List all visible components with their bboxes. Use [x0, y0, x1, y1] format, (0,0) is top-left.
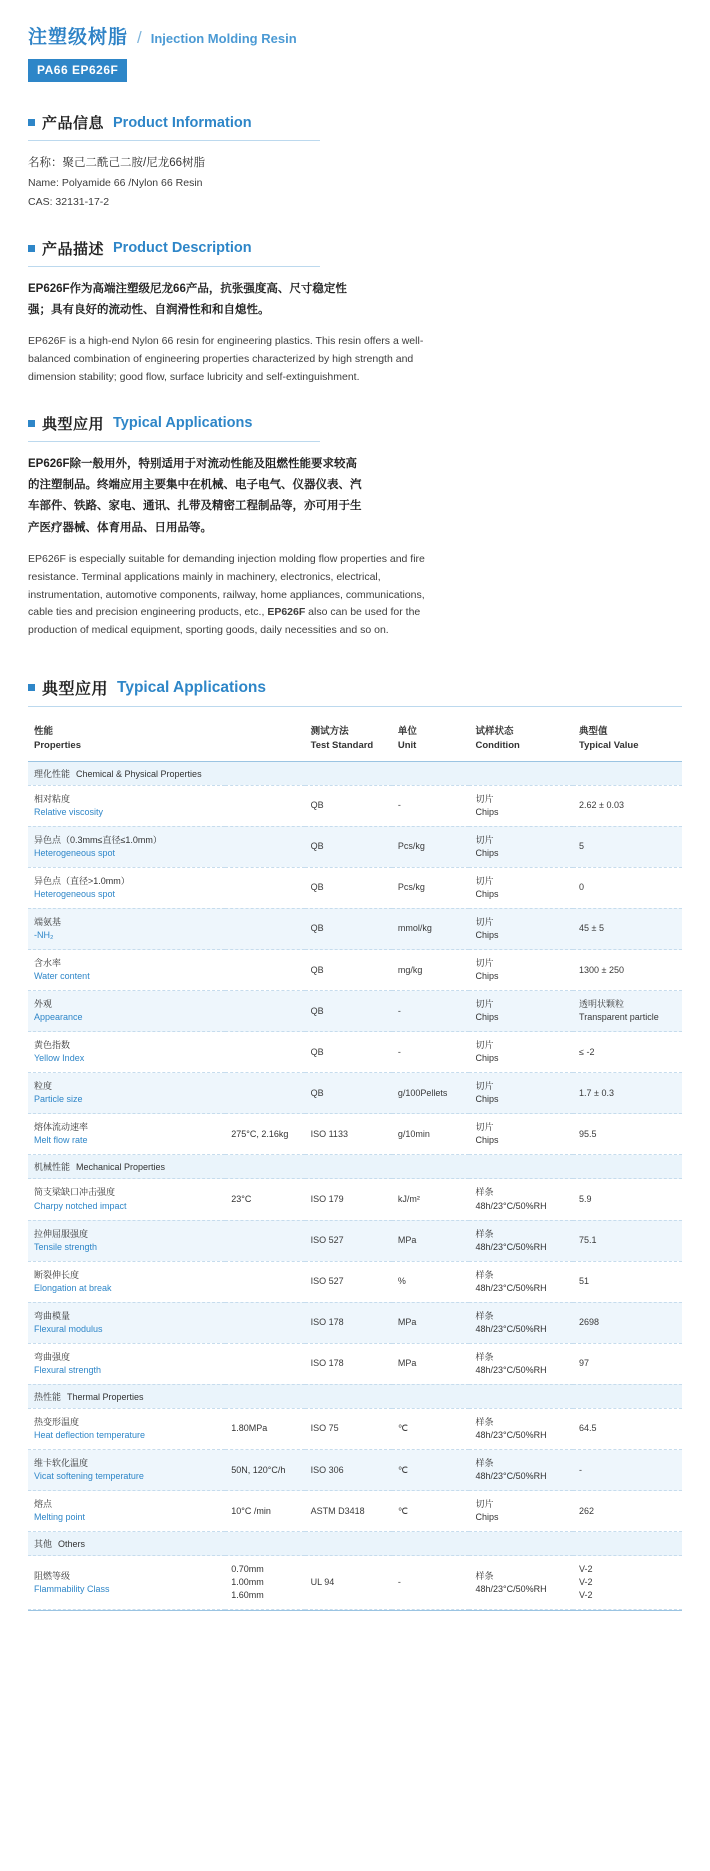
- cell-condition: [469, 1343, 573, 1384]
- cell-test-condition: 275°C, 2.16kg: [225, 1114, 304, 1155]
- table-group-row: [28, 761, 682, 785]
- cell-test-condition: [225, 1302, 304, 1343]
- cell-unit: -: [392, 1032, 470, 1073]
- cell-property-name: [28, 1179, 225, 1220]
- group-label-en: Mechanical Properties: [76, 1162, 166, 1173]
- th-unit-en: Unit: [397, 739, 417, 751]
- cell-test-condition: [225, 908, 304, 949]
- property-name-cn: 外观: [34, 999, 53, 1010]
- cell-property-name: [28, 908, 225, 949]
- cell-typical-value: 2698: [573, 1302, 682, 1343]
- table-row: [28, 785, 682, 826]
- properties-table-wrapper: [28, 719, 682, 1611]
- cell-test-standard: QB: [305, 1032, 392, 1073]
- cell-test-condition: [225, 867, 304, 908]
- section-title-cn: 产品描述: [42, 240, 105, 258]
- section-heading: [28, 676, 682, 704]
- table-row: [28, 826, 682, 867]
- property-name-en: -NH₂: [34, 929, 54, 940]
- table-group-label: [28, 1155, 682, 1179]
- page-title: [28, 22, 682, 49]
- cell-condition: [469, 1114, 573, 1155]
- cell-typical-value: 1300 ± 250: [573, 950, 682, 991]
- cell-property-name: [28, 826, 225, 867]
- cell-condition: [469, 1032, 573, 1073]
- table-row: [28, 908, 682, 949]
- property-name-cn: 相对粘度: [34, 793, 71, 804]
- cell-test-standard: QB: [305, 908, 392, 949]
- cell-condition: [469, 826, 573, 867]
- cell-property-name: [28, 1261, 225, 1302]
- group-label-cn: 理化性能: [34, 768, 71, 779]
- cell-test-standard: ISO 179: [305, 1179, 392, 1220]
- cell-condition: [469, 1491, 573, 1532]
- table-row: [28, 950, 682, 991]
- property-name-en: Heterogeneous spot: [34, 847, 116, 858]
- square-bullet-icon: [28, 119, 35, 126]
- cell-property-name: [28, 867, 225, 908]
- cell-property-name: [28, 1220, 225, 1261]
- property-name-en: Appearance: [34, 1012, 83, 1023]
- cell-test-condition: [225, 950, 304, 991]
- cell-test-standard: QB: [305, 867, 392, 908]
- section-properties-table: [28, 676, 682, 1611]
- table-row: [28, 1114, 682, 1155]
- table-row: [28, 1073, 682, 1114]
- condition-en: Chips: [475, 1135, 499, 1146]
- page-title-en: Injection Molding Resin: [150, 31, 297, 46]
- cell-unit: MPa: [392, 1220, 470, 1261]
- section-title-en: Typical Applications: [113, 415, 253, 432]
- th-typical-value: [573, 719, 682, 761]
- condition-cn: 样条: [475, 1458, 494, 1469]
- section-divider: [28, 266, 320, 267]
- table-row: [28, 1556, 682, 1610]
- condition-en: 48h/23°C/50%RH: [475, 1364, 547, 1375]
- table-row: [28, 1220, 682, 1261]
- cell-test-standard: ISO 1133: [305, 1114, 392, 1155]
- cell-unit: ℃: [392, 1450, 470, 1491]
- th-condition-param: [225, 719, 304, 761]
- cell-unit: mmol/kg: [392, 908, 470, 949]
- cell-condition: [469, 1261, 573, 1302]
- square-bullet-icon: [28, 420, 35, 427]
- table-row: [28, 1408, 682, 1449]
- cell-property-name: [28, 785, 225, 826]
- cell-condition: [469, 1408, 573, 1449]
- section-heading: [28, 413, 682, 439]
- table-body: [28, 761, 682, 1610]
- property-name-en: Vicat softening temperature: [34, 1471, 144, 1482]
- cell-property-name: [28, 1450, 225, 1491]
- cell-test-condition: 1.80MPa: [225, 1408, 304, 1449]
- cell-property-name: [28, 1491, 225, 1532]
- cell-test-condition: [225, 991, 304, 1032]
- cell-unit: MPa: [392, 1343, 470, 1384]
- description-paragraph-cn: EP626F作为高端注塑级尼龙66产品，抗张强度高、尺寸稳定性强；具有良好的流动性、自润滑性和和自熄性。: [28, 282, 347, 317]
- cell-typical-value: V-2 V-2 V-2: [573, 1556, 682, 1610]
- square-bullet-icon: [28, 245, 35, 252]
- cell-condition: [469, 867, 573, 908]
- cell-property-name: [28, 1032, 225, 1073]
- cell-property-name: [28, 1408, 225, 1449]
- cell-test-standard: QB: [305, 785, 392, 826]
- group-label-cn: 机械性能: [34, 1162, 71, 1173]
- section-title-cn: 典型应用: [42, 415, 105, 433]
- condition-en: 48h/23°C/50%RH: [475, 1200, 547, 1211]
- cell-test-standard: UL 94: [305, 1556, 392, 1610]
- group-label-en: Others: [58, 1539, 86, 1550]
- condition-cn: 切片: [475, 875, 494, 886]
- property-name-en: Tensile strength: [34, 1241, 98, 1252]
- property-name-en: Heterogeneous spot: [34, 888, 116, 899]
- th-condition-en: Condition: [475, 739, 520, 751]
- title-separator: /: [137, 28, 142, 47]
- section-product-information: [28, 112, 682, 212]
- condition-cn: 样条: [475, 1570, 494, 1581]
- condition-cn: 切片: [475, 916, 494, 927]
- group-label-en: Chemical & Physical Properties: [76, 768, 202, 779]
- product-cas: CAS: 32131-17-2: [28, 196, 110, 209]
- cell-typical-value: 5: [573, 826, 682, 867]
- cell-typical-value: 0: [573, 867, 682, 908]
- table-row: [28, 1032, 682, 1073]
- property-name-cn: 拉伸屈服强度: [34, 1228, 89, 1239]
- condition-en: Chips: [475, 1094, 499, 1105]
- properties-table: [28, 719, 682, 1610]
- property-name-cn: 端氨基: [34, 916, 62, 927]
- section-heading: [28, 112, 682, 138]
- table-row: [28, 1491, 682, 1532]
- section-heading: [28, 238, 682, 264]
- th-unit-cn: 单位: [397, 726, 417, 738]
- property-name-cn: 弯曲强度: [34, 1351, 71, 1362]
- property-name-en: Relative viscosity: [34, 806, 104, 817]
- cell-unit: mg/kg: [392, 950, 470, 991]
- cell-typical-value: 透明状颗粒 Transparent particle: [573, 991, 682, 1032]
- cell-test-condition: 0.70mm 1.00mm 1.60mm: [225, 1556, 304, 1610]
- square-bullet-icon: [28, 684, 35, 691]
- cell-test-standard: ASTM D3418: [305, 1491, 392, 1532]
- condition-en: Chips: [475, 1512, 499, 1523]
- cell-test-standard: ISO 178: [305, 1343, 392, 1384]
- condition-en: Chips: [475, 1012, 499, 1023]
- property-name-en: Flexural modulus: [34, 1323, 103, 1334]
- cell-unit: ℃: [392, 1491, 470, 1532]
- property-name-cn: 粒度: [34, 1081, 53, 1092]
- th-test-standard-en: Test Standard: [310, 739, 374, 751]
- cell-test-condition: 23°C: [225, 1179, 304, 1220]
- cell-unit: MPa: [392, 1302, 470, 1343]
- cell-condition: [469, 908, 573, 949]
- th-condition-cn: 试样状态: [475, 726, 514, 738]
- cell-condition: [469, 1073, 573, 1114]
- cell-typical-value: 5.9: [573, 1179, 682, 1220]
- cell-unit: kJ/m²: [392, 1179, 470, 1220]
- cell-condition: [469, 991, 573, 1032]
- section-divider: [28, 706, 682, 707]
- section-product-description: [28, 238, 682, 387]
- cell-property-name: [28, 1302, 225, 1343]
- cell-test-standard: ISO 527: [305, 1220, 392, 1261]
- property-name-cn: 含水率: [34, 958, 62, 968]
- table-row: [28, 867, 682, 908]
- cell-typical-value: 51: [573, 1261, 682, 1302]
- condition-cn: 切片: [475, 793, 494, 804]
- cell-property-name: [28, 950, 225, 991]
- applications-paragraph-en: [28, 551, 428, 640]
- cell-test-condition: [225, 1032, 304, 1073]
- condition-en: Chips: [475, 929, 499, 940]
- property-name-cn: 阻燃等级: [34, 1570, 71, 1581]
- group-label-cn: 其他: [34, 1539, 53, 1550]
- cell-typical-value: ≤ -2: [573, 1032, 682, 1073]
- condition-en: 48h/23°C/50%RH: [475, 1241, 547, 1252]
- cell-unit: Pcs/kg: [392, 826, 470, 867]
- table-row: [28, 1450, 682, 1491]
- cell-test-condition: [225, 1343, 304, 1384]
- table-group-row: [28, 1155, 682, 1179]
- condition-cn: 切片: [475, 1499, 494, 1510]
- condition-cn: 切片: [475, 1040, 494, 1051]
- cell-test-condition: [225, 826, 304, 867]
- table-header-row: [28, 719, 682, 761]
- property-name-cn: 熔点: [34, 1499, 53, 1510]
- cell-typical-value: 2.62 ± 0.03: [573, 785, 682, 826]
- cell-test-standard: QB: [305, 950, 392, 991]
- grade-badge: PA66 EP626F: [28, 59, 127, 82]
- th-test-standard-cn: 测试方法: [310, 726, 349, 738]
- condition-en: Chips: [475, 888, 499, 899]
- condition-cn: 切片: [475, 1081, 494, 1092]
- th-properties: [28, 719, 225, 761]
- th-unit: [392, 719, 470, 761]
- section-title-cn: 产品信息: [42, 115, 105, 132]
- cell-condition: [469, 1450, 573, 1491]
- cell-typical-value: -: [573, 1450, 682, 1491]
- applications-paragraph-cn: EP626F除一般用外，特别适用于对流动性能及阻燃性能要求较高的注塑制品。终端应用主要集中在机械、电子电气、仪器仪表、汽车部件、铁路、家电、通讯、扎带及精密工程制品等，亦可用于生产医疗器械、体育用品、日用品等。: [28, 457, 362, 534]
- cell-typical-value: 97: [573, 1343, 682, 1384]
- product-name-en: Name: Polyamide 66 /Nylon 66 Resin: [28, 177, 203, 190]
- condition-cn: 切片: [475, 1122, 494, 1133]
- section-divider: [28, 140, 320, 141]
- cell-typical-value: 75.1: [573, 1220, 682, 1261]
- group-label-cn: 热性能: [34, 1391, 62, 1402]
- cell-condition: [469, 1179, 573, 1220]
- table-group-label: [28, 1384, 682, 1408]
- property-name-en: Flammability Class: [34, 1583, 110, 1594]
- condition-cn: 切片: [475, 834, 494, 845]
- cell-test-standard: QB: [305, 1073, 392, 1114]
- cell-property-name: [28, 1073, 225, 1114]
- cell-condition: [469, 950, 573, 991]
- table-group-label: [28, 1532, 682, 1556]
- cell-test-condition: 10°C /min: [225, 1491, 304, 1532]
- th-test-standard: [305, 719, 392, 761]
- section-title-en: Typical Applications: [117, 678, 267, 696]
- property-name-en: Flexural strength: [34, 1364, 102, 1375]
- th-typical-value-en: Typical Value: [579, 739, 639, 751]
- table-row: [28, 991, 682, 1032]
- cell-typical-value: 262: [573, 1491, 682, 1532]
- cell-unit: -: [392, 1556, 470, 1610]
- cell-test-condition: [225, 1073, 304, 1114]
- condition-cn: 切片: [475, 958, 494, 968]
- condition-en: 48h/23°C/50%RH: [475, 1282, 547, 1293]
- property-name-cn: 热变形温度: [34, 1416, 80, 1427]
- table-row: [28, 1179, 682, 1220]
- cell-unit: %: [392, 1261, 470, 1302]
- page-title-cn: 注塑级树脂: [28, 27, 129, 48]
- property-name-en: Water content: [34, 971, 90, 982]
- cell-property-name: [28, 991, 225, 1032]
- th-properties-cn: 性能: [34, 726, 54, 738]
- cell-test-condition: 50N, 120°C/h: [225, 1450, 304, 1491]
- applications-en-part1: EP626F is especially suitable for demanding injection molding flow properties and fire resistance. Terminal applications mainly in machinery, electronics, electrical, instrumentation, automotive components, railway, home appliances, communications, cable ties and precision engineering products, etc.,: [28, 552, 425, 619]
- condition-en: 48h/23°C/50%RH: [475, 1429, 547, 1440]
- condition-cn: 样条: [475, 1187, 494, 1198]
- cell-test-standard: QB: [305, 991, 392, 1032]
- table-row: [28, 1343, 682, 1384]
- cell-property-name: [28, 1556, 225, 1610]
- cell-test-standard: ISO 306: [305, 1450, 392, 1491]
- cell-unit: -: [392, 785, 470, 826]
- condition-en: Chips: [475, 971, 499, 982]
- cell-condition: [469, 1302, 573, 1343]
- cell-unit: ℃: [392, 1408, 470, 1449]
- table-group-row: [28, 1532, 682, 1556]
- cell-unit: -: [392, 991, 470, 1032]
- condition-cn: 样条: [475, 1228, 494, 1239]
- property-name-cn: 断裂伸长度: [34, 1269, 80, 1280]
- cell-test-standard: QB: [305, 826, 392, 867]
- cell-condition: [469, 1220, 573, 1261]
- section-divider: [28, 441, 320, 442]
- cell-typical-value: 1.7 ± 0.3: [573, 1073, 682, 1114]
- product-info-list: [28, 153, 682, 212]
- table-row: [28, 1302, 682, 1343]
- section-typical-applications: [28, 413, 682, 640]
- group-label-en: Thermal Properties: [67, 1391, 144, 1402]
- section-title-en: Product Information: [113, 114, 252, 131]
- property-name-en: Heat deflection temperature: [34, 1429, 146, 1440]
- condition-cn: 样条: [475, 1310, 494, 1321]
- description-paragraph-en: EP626F is a high-end Nylon 66 resin for engineering plastics. This resin offers a well-balanced combination of engineering properties characterized by high strength and dimension stability; good flow, surface lubricity and self-extinguishment.: [28, 335, 424, 383]
- condition-cn: 切片: [475, 999, 494, 1010]
- property-name-cn: 异色点（0.3mm≤直径≤1.0mm）: [34, 834, 162, 845]
- property-name-en: Melting point: [34, 1512, 86, 1523]
- table-group-row: [28, 1384, 682, 1408]
- cell-typical-value: 45 ± 5: [573, 908, 682, 949]
- cell-condition: [469, 785, 573, 826]
- property-name-en: Charpy notched impact: [34, 1200, 127, 1211]
- property-name-en: Yellow Index: [34, 1053, 85, 1064]
- condition-cn: 样条: [475, 1351, 494, 1362]
- condition-en: 48h/23°C/50%RH: [475, 1471, 547, 1482]
- table-group-label: [28, 761, 682, 785]
- condition-cn: 样条: [475, 1416, 494, 1427]
- property-name-en: Melt flow rate: [34, 1135, 88, 1146]
- property-name-cn: 维卡软化温度: [34, 1458, 89, 1469]
- table-row: [28, 1261, 682, 1302]
- property-name-cn: 简支梁缺口冲击强度: [34, 1187, 116, 1198]
- property-name-cn: 异色点（直径>1.0mm）: [34, 875, 130, 886]
- th-properties-en: Properties: [34, 739, 81, 751]
- property-name-en: Elongation at break: [34, 1282, 112, 1293]
- cell-property-name: [28, 1114, 225, 1155]
- th-typical-value-cn: 典型值: [579, 726, 608, 738]
- condition-cn: 样条: [475, 1269, 494, 1280]
- property-name-cn: 熔体流动速率: [34, 1122, 89, 1133]
- cell-test-condition: [225, 785, 304, 826]
- condition-en: 48h/23°C/50%RH: [475, 1323, 547, 1334]
- condition-en: Chips: [475, 1053, 499, 1064]
- cell-test-standard: ISO 178: [305, 1302, 392, 1343]
- property-name-cn: 黄色指数: [34, 1040, 71, 1051]
- property-name-en: Particle size: [34, 1094, 83, 1105]
- section-title-en: Product Description: [113, 240, 252, 257]
- cell-typical-value: 64.5: [573, 1408, 682, 1449]
- th-condition: [469, 719, 573, 761]
- applications-en-part2: also can be used for the production of medical equipment, sporting goods, daily necessities and so on.: [28, 606, 421, 637]
- cell-test-standard: ISO 75: [305, 1408, 392, 1449]
- cell-typical-value: 95.5: [573, 1114, 682, 1155]
- condition-en: Chips: [475, 806, 499, 817]
- property-name-cn: 弯曲模量: [34, 1310, 71, 1321]
- applications-en-grade: EP626F: [267, 606, 306, 619]
- cell-unit: Pcs/kg: [392, 867, 470, 908]
- section-title-cn: 典型应用: [42, 681, 109, 699]
- product-name-cn: 名称：聚己二酰己二胺/尼龙66树脂: [28, 157, 205, 169]
- condition-en: 48h/23°C/50%RH: [475, 1583, 547, 1594]
- cell-test-condition: [225, 1220, 304, 1261]
- cell-test-condition: [225, 1261, 304, 1302]
- condition-en: Chips: [475, 847, 499, 858]
- cell-test-standard: ISO 527: [305, 1261, 392, 1302]
- cell-unit: g/100Pellets: [392, 1073, 470, 1114]
- table-header: [28, 719, 682, 761]
- cell-unit: g/10min: [392, 1114, 470, 1155]
- cell-condition: [469, 1556, 573, 1610]
- cell-property-name: [28, 1343, 225, 1384]
